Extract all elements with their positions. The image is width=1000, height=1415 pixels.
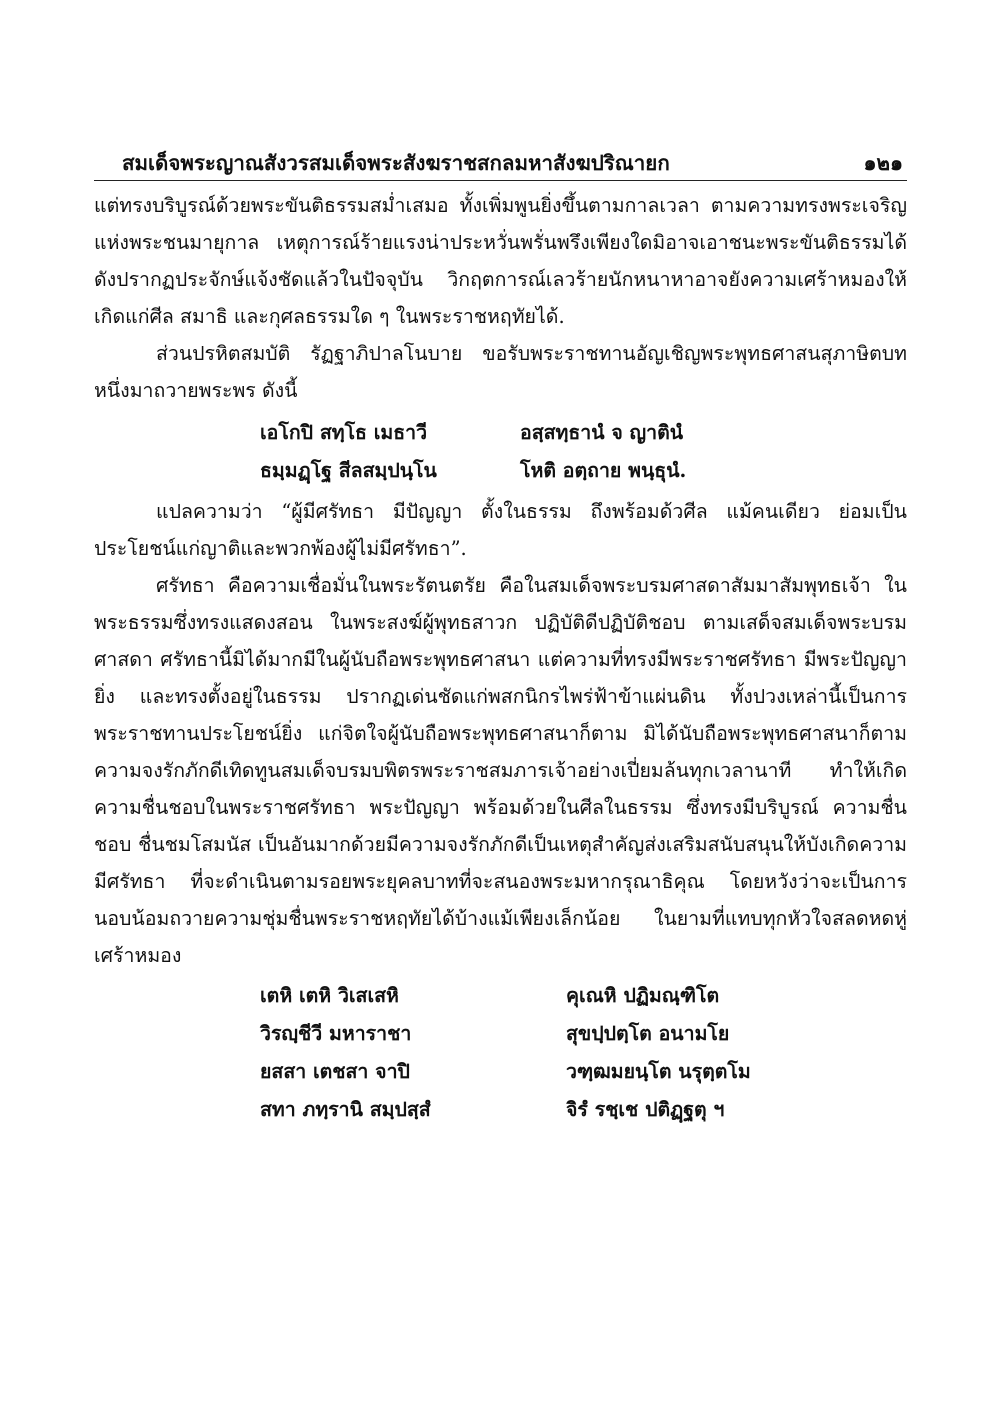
verse-line-left: ธมฺมฏฺโฐ สีลสมฺปนฺโน	[260, 458, 437, 482]
verse-line	[94, 451, 907, 489]
verse-line	[94, 1090, 907, 1128]
paragraph-4: ศรัทธา คือความเชื่อมั่นในพระรัตนตรัย คือในสมเด็จพระบรมศาสดาสัมมาสัมพุทธเจ้า ในพระธรรมซึ่งทรงแสดงสอน ในพระสงฆ์ผู้พุทธสาวก ปฏิบัติดีปฏิบัติชอบ ตามเสด็จสมเด็จพระบรมศาสดา ศรัทธานี้มิได้มากมีในผู้นับถือพระพุทธศาสนา แต่ความที่ทรงมีพระราชศรัทธา มีพระปัญญายิ่ง และทรงตั้งอยู่ในธรรม ปรากฏเด่นชัดแก่พสกนิกรไพร่ฟ้าข้าแผ่นดิน ทั้งปวงเหล่านี้เป็นการพระราชทานประโยชน์ยิ่ง แก่จิตใจผู้นับถือพระพุทธศาสนาก็ตาม มิได้นับถือพระพุทธศาสนาก็ตาม ความจงรักภักดีเทิดทูนสมเด็จบรมบพิตรพระราชสมภารเจ้าอย่างเปี่ยมล้นทุกเวลานาที ทำให้เกิดความชื่นชอบในพระราชศรัทธา พระปัญญา พร้อมด้วยในศีลในธรรม ซึ่งทรงมีบริบูรณ์ ความชื่นชอบ ชื่นชมโสมนัส เป็นอันมากด้วยมีความจงรักภักดีเป็นเหตุสำคัญส่งเสริมสนับสนุนให้บังเกิดความมีศรัทธา ที่จะดำเนินตามรอยพระยุคลบาทที่จะสนองพระมหากรุณาธิคุณ โดยหวังว่าจะเป็นการนอบน้อมถวายความชุ่มชื่นพระราชหฤทัยได้บ้างแม้เพียงเล็กน้อย ในยามที่แทบทุกหัวใจสลดหดหู่เศร้าหมอง	[94, 574, 907, 967]
verse-line-left: สทา ภทฺรานิ สมฺปสฺสํ	[260, 1097, 431, 1121]
verse-line-right: คุเณหิ ปฏิมณฺฑิโต	[566, 983, 720, 1007]
verse-line	[94, 1052, 907, 1090]
pali-verse-2	[94, 976, 907, 1128]
page-number: ๑๒๑	[863, 151, 903, 175]
verse-line	[94, 413, 907, 451]
paragraph-3: แปลความว่า “ผู้มีศรัทธา มีปัญญา ตั้งในธรรม ถึงพร้อมด้วศีล แม้คนเดียว ย่อมเป็นประโยชน์แก่ญาติและพวกพ้องผู้ไม่มีศรัทธา”.	[94, 500, 907, 560]
verse-line-right: จิรํ รชฺเช ปติฏฺฐตุ ฯ	[566, 1097, 725, 1121]
verse-line	[94, 976, 907, 1014]
page-header	[94, 150, 907, 181]
verse-line-right: วฑฺฒมยนฺโต นรุตฺตโม	[566, 1059, 751, 1083]
paragraph-1: แต่ทรงบริบูรณ์ด้วยพระขันติธรรมสม่ำเสมอ ทั้งเพิ่มพูนยิ่งขึ้นตามกาลเวลา ตามความทรงพระเจริญแห่งพระชนมายุกาล เหตุการณ์ร้ายแรงน่าประหวั่นพรั่นพรึงเพียงใดมิอาจเอาชนะพระขันติธรรมได้ ดังปรากฏประจักษ์แจ้งชัดแล้วในปัจจุบัน วิกฤตการณ์เลวร้ายนักหนาหาอาจยังความเศร้าหมองให้เกิดแก่ศีล สมาธิ และกุศลธรรมใด ๆ ในพระราชหฤทัยได้.	[94, 194, 907, 328]
verse-line-right: อสฺสทฺธานํ จ ญาตินํ	[520, 420, 684, 444]
verse-line-right: โหติ อตฺถาย พนฺธุนํ.	[520, 458, 687, 482]
verse-line-left: เตหิ เตหิ วิเสเสหิ	[260, 983, 399, 1007]
verse-line-left: เอโกปิ สทฺโธ เมธาวี	[260, 420, 428, 444]
page-body	[94, 187, 907, 1130]
verse-line-left: ยสสา เตชสา จาปิ	[260, 1059, 410, 1083]
verse-line	[94, 1014, 907, 1052]
verse-line-right: สุขปฺปตฺโต อนามโย	[566, 1021, 730, 1045]
running-title: สมเด็จพระญาณสังวรสมเด็จพระสังฆราชสกลมหาสังฆปริณายก	[122, 151, 670, 175]
verse-line-left: วิรญฺชีวี มหาราชา	[260, 1021, 412, 1045]
paragraph-2: ส่วนปรหิตสมบัติ รัฏฐาภิปาลโนบาย ขอรับพระราชทานอัญเชิญพระพุทธศาสนสุภาษิตบทหนึ่งมาถวายพระพร ดังนี้	[94, 342, 907, 402]
pali-verse-1	[94, 413, 907, 489]
